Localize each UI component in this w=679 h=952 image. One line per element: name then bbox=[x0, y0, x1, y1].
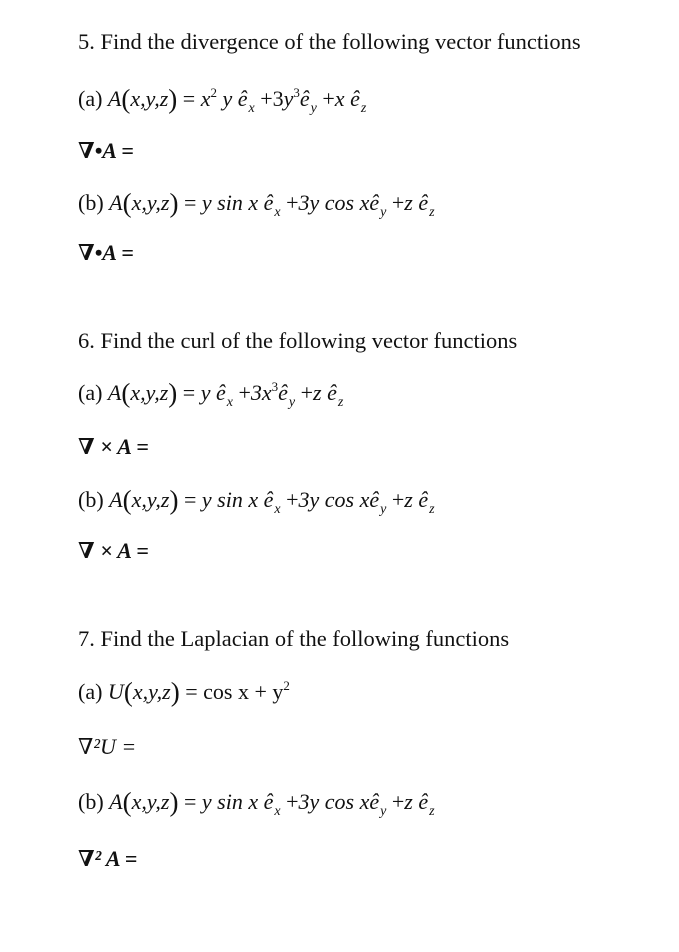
unit-vector-component: y bbox=[380, 205, 387, 220]
term-body: y bbox=[222, 86, 233, 111]
answer-prompt: ∇ × A = bbox=[78, 434, 149, 459]
unit-vector: ê bbox=[215, 380, 226, 405]
term-body: x bbox=[200, 86, 211, 111]
function-args: x,y,z bbox=[131, 789, 170, 814]
plus-sign: + bbox=[286, 190, 299, 215]
part-label: (b) bbox=[78, 487, 104, 512]
answer-prompt: ∇²U = bbox=[78, 734, 137, 759]
term-body: z bbox=[404, 487, 413, 512]
function-args: x,y,z bbox=[130, 380, 169, 405]
unit-vector-component: x bbox=[248, 101, 255, 116]
answer-prompt: ∇ × A = bbox=[78, 538, 149, 563]
problem-5b-answer bbox=[78, 242, 134, 264]
term-body: 3y cos x bbox=[298, 190, 370, 215]
term-body: 3x bbox=[250, 380, 272, 405]
unit-vector-component: y bbox=[310, 101, 317, 116]
problem-7b-answer bbox=[78, 848, 137, 870]
answer-prompt: ∇•A = bbox=[78, 240, 134, 265]
term-body: x bbox=[334, 86, 345, 111]
term-body: y sin x bbox=[201, 789, 259, 814]
part-label: (a) bbox=[78, 86, 103, 111]
part-label: (a) bbox=[78, 380, 103, 405]
unit-vector-component: x bbox=[274, 205, 281, 220]
function-name: A bbox=[109, 487, 123, 512]
unit-vector: ê bbox=[418, 789, 429, 814]
equals-sign: = bbox=[182, 86, 196, 111]
unit-vector: ê bbox=[350, 86, 360, 111]
equals-sign: = bbox=[184, 190, 197, 215]
term-body: z bbox=[313, 380, 322, 405]
problem-7b-equation: (b) A(x,y,z) = y sin x $ê_x +3y$ $\cos xê_y +z$ $ê_z$ bbox=[78, 787, 435, 819]
equals-sign: = bbox=[182, 380, 196, 405]
problem-7-heading: 7. Find the Laplacian of the following functions bbox=[78, 626, 510, 651]
unit-vector-component: y bbox=[288, 395, 296, 410]
problem-6a-equation: (a) A(x,y,z) = y $ê_x$ $+3x^3ê_y +z$ $ê_z$ bbox=[78, 378, 344, 410]
unit-vector: ê bbox=[299, 86, 310, 111]
plus-sign: + bbox=[238, 380, 251, 405]
unit-vector: ê bbox=[369, 190, 380, 215]
term-exponent: 3 bbox=[293, 85, 300, 100]
function-name: U bbox=[107, 679, 124, 704]
unit-vector-component: z bbox=[429, 804, 435, 819]
equals-sign: = bbox=[185, 679, 198, 704]
plus-sign: + bbox=[391, 789, 405, 814]
part-label: (b) bbox=[78, 190, 104, 215]
unit-vector-component: x bbox=[274, 804, 281, 819]
problem-6-heading: 6. Find the curl of the following vector functions bbox=[78, 328, 518, 353]
problem-5a-answer bbox=[78, 140, 134, 162]
problem-6b-answer bbox=[78, 540, 149, 562]
answer-prompt: ∇² A = bbox=[78, 846, 138, 871]
unit-vector-component: y bbox=[380, 804, 387, 819]
problem-5-heading: 5. Find the divergence of the following vector functions bbox=[78, 29, 581, 54]
part-label: (b) bbox=[78, 789, 104, 814]
problem-6a-answer bbox=[78, 436, 149, 458]
problem-5a-equation: (a) $A(x,y,z) = x^2$ y $ê_x$ $+3y^3ê_y +x$ $ê_z$ bbox=[78, 84, 367, 116]
term-coefficient: 3 bbox=[272, 86, 284, 111]
unit-vector-component: x bbox=[226, 395, 233, 410]
plus-sign: + bbox=[260, 86, 273, 111]
plus-sign: + bbox=[286, 487, 299, 512]
unit-vector-component: x bbox=[274, 502, 281, 517]
unit-vector: ê bbox=[237, 86, 248, 111]
function-name: A bbox=[107, 380, 122, 405]
unit-vector-component: z bbox=[360, 101, 367, 116]
problem-7a-answer bbox=[78, 736, 136, 758]
equals-sign: = bbox=[184, 789, 197, 814]
plus-sign: + bbox=[300, 380, 314, 405]
equals-sign: = bbox=[184, 487, 197, 512]
term-exponent: 2 bbox=[283, 678, 290, 693]
plus-sign: + bbox=[391, 190, 405, 215]
term-body: 3y cos x bbox=[298, 789, 370, 814]
rhs-expression: cos x + y bbox=[203, 679, 284, 704]
unit-vector: ê bbox=[418, 190, 429, 215]
problem-6b-equation: (b) A(x,y,z) = y sin x $ê_x +3y$ $\cos xê_y +z$ $ê_z$ bbox=[78, 485, 435, 517]
plus-sign: + bbox=[322, 86, 335, 111]
unit-vector: ê bbox=[263, 789, 274, 814]
term-body: y bbox=[200, 380, 211, 405]
unit-vector: ê bbox=[263, 487, 274, 512]
function-args: x,y,z bbox=[130, 86, 169, 111]
term-body: z bbox=[404, 789, 413, 814]
function-args: x,y,z bbox=[131, 487, 170, 512]
unit-vector: ê bbox=[263, 190, 274, 215]
plus-sign: + bbox=[286, 789, 299, 814]
unit-vector: ê bbox=[418, 487, 429, 512]
term-body: y sin x bbox=[201, 487, 259, 512]
unit-vector: ê bbox=[369, 487, 380, 512]
unit-vector: ê bbox=[278, 380, 288, 405]
unit-vector-component: y bbox=[380, 502, 387, 517]
answer-prompt: ∇•A = bbox=[78, 138, 134, 163]
unit-vector-component: z bbox=[429, 205, 435, 220]
unit-vector: ê bbox=[369, 789, 380, 814]
plus-sign: + bbox=[391, 487, 405, 512]
function-name: A bbox=[109, 190, 123, 215]
term-body: z bbox=[404, 190, 413, 215]
problem-7a-equation: (a) $U(x,y,z) = \cos x + y^2$ bbox=[78, 677, 290, 707]
unit-vector-component: z bbox=[429, 502, 435, 517]
function-name: A bbox=[109, 789, 123, 814]
unit-vector-component: z bbox=[337, 395, 344, 410]
function-args: x,y,z bbox=[131, 190, 170, 215]
term-body: 3y cos x bbox=[298, 487, 370, 512]
part-label: (a) bbox=[78, 679, 103, 704]
term-body: y bbox=[283, 86, 294, 111]
function-name: A bbox=[107, 86, 122, 111]
function-args: x,y,z bbox=[132, 679, 171, 704]
term-exponent: 3 bbox=[271, 379, 279, 394]
problem-5b-equation: (b) A(x,y,z) = y sin x $ê_x +3y$ $\cos xê_y +z$ $ê_z$ bbox=[78, 188, 435, 220]
unit-vector: ê bbox=[327, 380, 337, 405]
term-body: y sin x bbox=[201, 190, 259, 215]
term-exponent: 2 bbox=[210, 85, 217, 100]
